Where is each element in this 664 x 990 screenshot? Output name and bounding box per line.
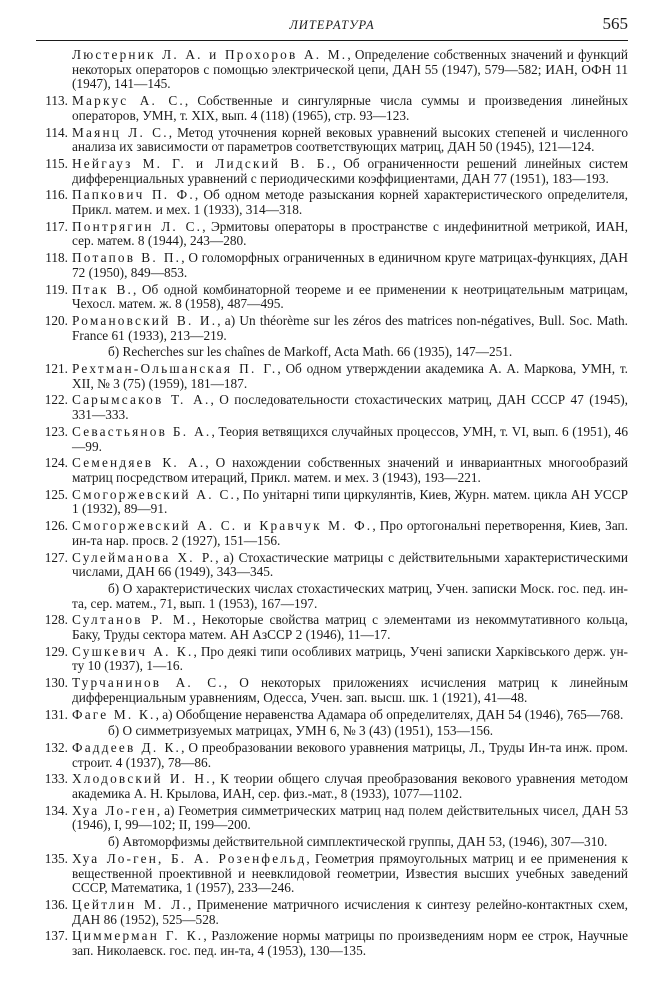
- reference-text: , а) Стохастические матрицы с действительными характеристическими числами, ДАН 66 (1949), 343—345.: [72, 549, 628, 580]
- reference-author: Хлодовский И. Н.: [72, 771, 212, 787]
- reference-text: , Об одном методе разыскания корней характеристического определителя, Прикл. матем. и мех. 1 (1933), 314—318.: [72, 187, 628, 218]
- reference-author: Сарымсаков Т. А.: [72, 392, 211, 408]
- reference-text: , Геометрия прямоугольных матриц и ее применения к вещественной проективной и неевклидовой геометрии, Известия высших учебных заведений СССР, Математика, 1 (1957), 233—246.: [72, 850, 628, 896]
- reference-author: Маркус А. С.: [72, 93, 185, 109]
- reference-text: , Разложение нормы матрицы по произведениям норм ее строк, Научные зап. Николаевск. гос. пед. ин-та, 4 (1953), 130—135.: [72, 928, 628, 959]
- reference-author: Цейтлин М. Л.: [72, 896, 188, 912]
- reference-number: 117.: [45, 218, 68, 234]
- reference-list: [36, 48, 628, 961]
- reference-author: Султанов Р. М.: [72, 612, 193, 628]
- reference-text: , О преобразовании векового уравнения матрицы, Л., Труды Ин-та инж. пром. строит. 4 (1937), 78—86.: [72, 739, 629, 770]
- reference-text: , а) Обобщение неравенства Адамара об определителях, ДАН 54 (1946), 765—768.: [155, 706, 624, 722]
- reference-number: 116.: [45, 187, 68, 203]
- reference-number: 135.: [44, 850, 68, 866]
- reference-number: 119.: [45, 281, 68, 297]
- reference-text: , К теории общего случая преобразования векового уравнения методом академика А. Н. Крылова, ИАН, сер. физ.-мат., 8 (1933), 1077—1102.: [72, 771, 628, 802]
- reference-text: , О некоторых приложениях исчисления матриц к линейным дифференциальным уравнениям, Одесса, Учен. зап. высш. шк. 1 (1921), 41—48.: [72, 675, 628, 705]
- reference-number: 114.: [45, 124, 68, 140]
- reference-number: 127.: [44, 549, 68, 565]
- reference-text: , Метод уточнения корней вековых уравнений высоких степеней и численного анализа их зависимости от параметров соответствующих матриц, ДАН 50 (1945), 121—124.: [72, 124, 628, 155]
- running-header: [36, 14, 628, 41]
- reference-text: , Про деякі типи особливих матриць, Учені записки Харківського держ. ун-ту 10 (1937), 1—16.: [72, 643, 628, 674]
- reference-number: 115.: [45, 155, 68, 171]
- reference-author: Смогоржевский А. С. и Кравчук М. Ф.: [72, 518, 373, 534]
- reference-author: Маянц Л. С.: [72, 124, 169, 140]
- reference-entry: [36, 126, 628, 155]
- reference-author: Фаддеев Д. К.: [72, 739, 182, 755]
- reference-entry: [36, 929, 628, 958]
- reference-entry: [36, 708, 628, 723]
- reference-text: , Некоторые свойства матриц с элементами из некоммутативного кольца, Баку, Труды сектора матем. АН АзССР 2 (1946), 11—17.: [72, 612, 628, 643]
- reference-text: , Об ограниченности решений линейных систем дифференциальных уравнений с периодическими коэффициентами, ДАН 77 (1951), 183—193.: [72, 155, 628, 186]
- reference-text: , Об одном утверждении академика А. А. Маркова, УМН, т. XII, № 3 (75) (1959), 181—187.: [72, 361, 629, 391]
- reference-entry: [36, 314, 628, 343]
- reference-author: Севастьянов Б. А.: [72, 423, 212, 439]
- reference-text: , О голоморфных ограниченных в единичном круге матрицах-функциях, ДАН 72 (1950), 849—853.: [72, 250, 628, 280]
- reference-text: , Применение матричного исчисления к синтезу релейно-контактных схем, ДАН 86 (1952), 525—528.: [72, 896, 628, 927]
- reference-author: Смогоржевский А. С.: [72, 486, 237, 502]
- reference-number: 128.: [44, 612, 68, 628]
- reference-text: , Собственные и сингулярные числа суммы и произведения линейных операторов, УМН, т. XIX, вып. 4 (118) (1965), стр. 93—123.: [72, 93, 628, 123]
- reference-number: 132.: [44, 739, 68, 755]
- reference-author: Птак В.: [72, 281, 134, 297]
- reference-number: 130.: [44, 675, 68, 691]
- reference-entry: [36, 94, 628, 123]
- reference-author: Люстерник Л. А. и Прохоров А. М.: [72, 47, 348, 62]
- reference-text: , Теория ветвящихся случайных процессов, УМН, т. VI, вып. 6 (1951), 46—99.: [72, 423, 628, 454]
- reference-number: 118.: [45, 250, 68, 266]
- reference-text: , Эрмитовы операторы в пространстве с индефинитной метрикой, ИАН, сер. матем. 8 (1944), 243—280.: [72, 218, 628, 249]
- reference-author: Сулейманова Х. Р.: [72, 549, 216, 565]
- reference-number: 124.: [44, 455, 68, 471]
- reference-entry: [36, 772, 628, 801]
- reference-author: Фаге М. К.: [72, 706, 156, 722]
- reference-text: , О последовательности стохастических матриц, ДАН СССР 47 (1945), 331—333.: [72, 392, 628, 423]
- reference-text: , Определение собственных значений и функций некоторых операторов с помощью электрической цепи, ДАН 55 (1947), 579—582; ИАН, ОФН 11 (1947), 141—145.: [72, 47, 628, 92]
- reference-number: 113.: [45, 93, 68, 109]
- reference-entry: [36, 220, 628, 249]
- reference-entry: [36, 488, 628, 517]
- reference-subentry: б) О симметризуемых матрицах, УМН 6, № 3 (43) (1951), 153—156.: [108, 723, 494, 739]
- reference-text: , По унітарні типи циркулянтів, Киев, Журн. матем. цикла АН УССР 1 (1932), 89—91.: [72, 486, 628, 517]
- reference-number: 121.: [44, 361, 68, 377]
- reference-entry: [36, 645, 628, 674]
- reference-entry: [36, 48, 628, 92]
- running-title: ЛИТЕРАТУРА: [289, 18, 375, 32]
- reference-entry: [36, 362, 628, 391]
- reference-number: 136.: [44, 896, 68, 912]
- reference-subentry: б) Recherches sur les chaînes de Markoff, Acta Math. 66 (1935), 147—251.: [108, 344, 513, 360]
- reference-number: 125.: [44, 486, 68, 502]
- reference-entry: [36, 157, 628, 186]
- reference-author: Рехтман-Ольшанская П. Г.: [72, 361, 278, 377]
- reference-author: Циммерман Г. К.: [72, 928, 204, 944]
- reference-entry: [36, 898, 628, 927]
- reference-number: 126.: [44, 518, 68, 534]
- reference-entry: [36, 852, 628, 896]
- reference-entry: [36, 741, 628, 770]
- reference-author: Хуа Ло-ген, Б. А. Розенфельд: [72, 850, 307, 866]
- reference-entry: [36, 393, 628, 422]
- reference-text: , а) Геометрия симметрических матриц над полем действительных чисел, ДАН 53 (1946), I, 99—102; II, 199—200.: [72, 802, 628, 833]
- reference-author: Сушкевич А. К.: [72, 643, 194, 659]
- reference-subentry: б) Автоморфизмы действительной симплектической группы, ДАН 53, (1946), 307—310.: [108, 834, 608, 850]
- reference-number: 133.: [44, 771, 68, 787]
- reference-text: , О нахождении собственных значений и инвариантных многообразий матриц посредством итераций, Прикл. матем. и мех. 3 (1943), 193—221.: [72, 455, 628, 485]
- reference-entry: [36, 251, 628, 280]
- reference-entry: [36, 283, 628, 312]
- reference-entry: [36, 613, 628, 642]
- page-number: 565: [602, 14, 628, 33]
- reference-author: Папкович П. Ф.: [72, 187, 195, 203]
- reference-number: 120.: [44, 312, 68, 328]
- reference-text: , Про ортогональні перетворення, Киев, Зап. ин-та нар. просв. 2 (1927), 151—156.: [72, 518, 628, 548]
- reference-text: , а) Un théorème sur les zéros des matrices non-négatives, Bull. Soc. Math. France 61 (1933), 213—219.: [72, 312, 628, 343]
- reference-entry: [36, 188, 628, 217]
- reference-number: 122.: [44, 392, 68, 408]
- reference-author: Понтрягин Л. С.: [72, 218, 203, 234]
- reference-entry: [36, 804, 628, 833]
- reference-author: Хуа Ло-ген: [72, 802, 157, 818]
- reference-number: 131.: [44, 706, 68, 722]
- reference-author: Романовский В. И.: [72, 312, 218, 328]
- reference-author: Семендяев К. А.: [72, 455, 206, 471]
- reference-number: 134.: [44, 802, 68, 818]
- reference-author: Турчанинов А. С.: [72, 675, 224, 691]
- reference-author: Нейгауз М. Г. и Лидский В. Б.: [72, 155, 333, 171]
- reference-subentry: б) О характеристических числах стохастических матриц, Учен. записки Моск. гос. пед. ин-та, сер. матем., 71, вып. 1 (1953), 167—197.: [72, 580, 628, 611]
- reference-entry: [36, 551, 628, 580]
- reference-entry: [36, 676, 628, 705]
- reference-text: , Об одной комбинаторной теореме и ее применении к неотрицательным матрицам, Чехосл. матем. ж. 8 (1958), 487—495.: [72, 281, 628, 312]
- reference-author: Потапов В. П.: [72, 250, 182, 266]
- reference-entry: [36, 456, 628, 485]
- reference-number: 137.: [44, 928, 68, 944]
- reference-number: 123.: [44, 423, 68, 439]
- reference-number: 129.: [44, 643, 68, 659]
- reference-entry: [36, 425, 628, 454]
- reference-entry: [36, 519, 628, 548]
